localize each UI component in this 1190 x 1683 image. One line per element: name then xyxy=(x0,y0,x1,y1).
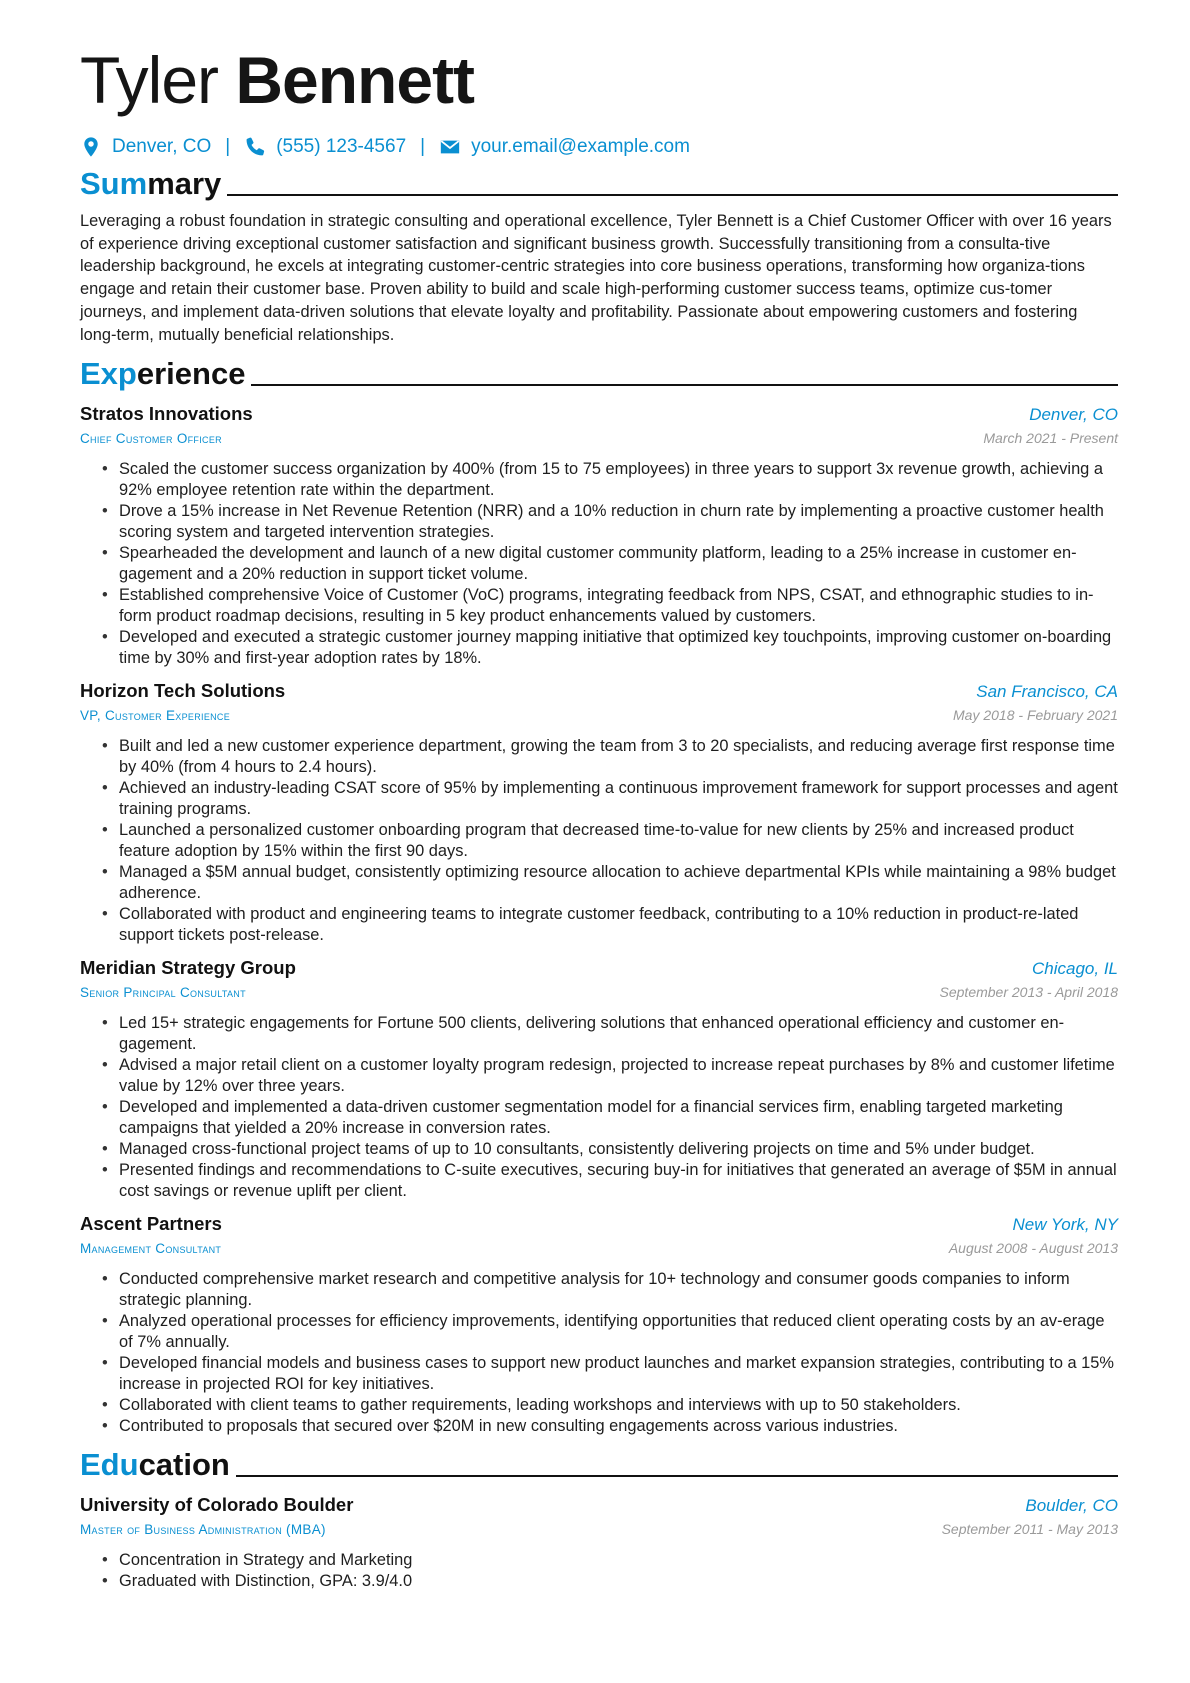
education-entry xyxy=(80,1493,1118,1592)
bullet-item: • Conducted comprehensive market research and competitive analysis for 10+ technology and consumer goods companies to inform strategic planning. xyxy=(102,1269,1118,1311)
company-name: Ascent Partners xyxy=(80,1213,222,1235)
company-name: Stratos Innovations xyxy=(80,403,253,425)
job-dates: September 2013 - April 2018 xyxy=(939,984,1118,1001)
bullet-item: • Analyzed operational processes for efficiency improvements, identifying opportunities that reduced client operating costs by an av-erage of 7% annually. xyxy=(102,1311,1118,1353)
bullet-item: • Advised a major retail client on a customer loyalty program redesign, projected to increase repeat purchases by 8% and customer lifetime value by 12% over three years. xyxy=(102,1055,1118,1097)
bullet-item: • Scaled the customer success organization by 400% (from 15 to 75 employees) in three years to support 3x revenue growth, achieving a 92% employee retention rate within the department. xyxy=(102,459,1118,501)
job-entry xyxy=(80,402,1118,669)
bullet-item: • Spearheaded the development and launch of a new digital customer community platform, leading to a 25% increase in customer en-gagement and a 20% reduction in support ticket volume. xyxy=(102,543,1118,585)
title-accent: Exp xyxy=(80,356,137,392)
job-dates: March 2021 - Present xyxy=(983,430,1118,447)
bullet-item: • Contributed to proposals that secured over $20M in new consulting engagements across various industries. xyxy=(102,1416,1118,1437)
job-location: San Francisco, CA xyxy=(976,682,1118,702)
map-pin-icon xyxy=(80,136,102,158)
candidate-name xyxy=(80,40,1118,120)
contact-email[interactable] xyxy=(439,136,690,158)
job-title: Management Consultant xyxy=(80,1241,222,1257)
first-name: Tyler xyxy=(80,43,219,117)
bullet-item: • Presented findings and recommendations to C-suite executives, securing buy-in for initiatives that generated an average of $5M in annual cost savings or revenue uplift per client. xyxy=(102,1160,1118,1202)
job-location: Denver, CO xyxy=(1029,405,1118,425)
bullet-item: • Launched a personalized customer onboarding program that decreased time-to-value for new clients by 25% and increased product feature adoption by 15% within the first 90 days. xyxy=(102,820,1118,862)
job-bullets xyxy=(80,1269,1118,1437)
bullet-item: • Drove a 15% increase in Net Revenue Retention (NRR) and a 10% reduction in churn rate by implementing a proactive customer health scoring system and targeted intervention strategies. xyxy=(102,501,1118,543)
contact-separator: | xyxy=(225,136,231,157)
section-title xyxy=(80,356,245,392)
bullet-item: • Concentration in Strategy and Marketing xyxy=(102,1550,1118,1571)
job-location: Chicago, IL xyxy=(1032,959,1118,979)
bullet-item: • Led 15+ strategic engagements for Fortune 500 clients, delivering solutions that enhanced operational efficiency and customer en-gagement. xyxy=(102,1013,1118,1055)
section-rule xyxy=(227,194,1118,196)
email-text: your.email@example.com xyxy=(471,136,690,157)
degree-name: Master of Business Administration (MBA) xyxy=(80,1522,326,1538)
last-name: Bennett xyxy=(235,43,475,117)
education-heading xyxy=(80,1447,1118,1483)
section-title xyxy=(80,166,221,202)
phone-text: (555) 123-4567 xyxy=(276,136,407,157)
contact-location xyxy=(80,136,211,158)
job-title: Senior Principal Consultant xyxy=(80,985,246,1001)
section-rule xyxy=(236,1475,1118,1477)
title-accent: Edu xyxy=(80,1447,139,1483)
contact-line xyxy=(80,134,1118,160)
education-dates: September 2011 - May 2013 xyxy=(941,1521,1118,1538)
location-text: Denver, CO xyxy=(112,136,212,157)
company-name: Meridian Strategy Group xyxy=(80,957,296,979)
job-entry xyxy=(80,1212,1118,1437)
job-bullets xyxy=(80,1013,1118,1202)
summary-text: Leveraging a robust foundation in strategic consulting and operational excellence, Tyler Bennett is a Chief Customer Officer with over 16 years of experience driving exceptional customer satisfaction and significant business growth. Successfully transitioning from a consulta-tive leadership background, he excels at integrating customer-centric strategies into core business operations, transforming how organiza-tions engage and retain their customer base. Proven ability to build and scale high-performing customer success teams, optimize cus-tomer journeys, and implement data-driven solutions that elevate loyalty and profitability. Passionate about empowering customers and fostering long-term, mutually beneficial relationships. xyxy=(80,212,1112,344)
contact-phone[interactable] xyxy=(244,136,406,158)
job-title: Chief Customer Officer xyxy=(80,431,222,447)
bullet-item: • Collaborated with product and engineering teams to integrate customer feedback, contributing to a 10% reduction in product-re-lated support tickets post-release. xyxy=(102,904,1118,946)
bullet-item: • Managed a $5M annual budget, consistently optimizing resource allocation to achieve departmental KPIs while maintaining a 98% budget adherence. xyxy=(102,862,1118,904)
school-location: Boulder, CO xyxy=(1025,1496,1118,1516)
summary-heading xyxy=(80,166,1118,202)
education-bullets xyxy=(80,1550,1118,1592)
bullet-item: • Managed cross-functional project teams of up to 10 consultants, consistently delivering projects on time and 5% under budget. xyxy=(102,1139,1118,1160)
title-accent: Sum xyxy=(80,166,148,201)
bullet-item: • Built and led a new customer experience department, growing the team from 3 to 20 specialists, and reducing average first response time by 40% (from 4 hours to 2.4 hours). xyxy=(102,736,1118,778)
company-name: Horizon Tech Solutions xyxy=(80,680,286,702)
job-dates: August 2008 - August 2013 xyxy=(948,1240,1118,1257)
section-rule xyxy=(251,384,1118,386)
bullet-item: • Established comprehensive Voice of Customer (VoC) programs, integrating feedback from NPS, CSAT, and ethnographic studies to in-form product roadmap decisions, resulting in 5 key product enhancements valued by customers. xyxy=(102,585,1118,627)
section-title xyxy=(80,1447,230,1483)
school-name: University of Colorado Boulder xyxy=(80,1494,354,1516)
bullet-item: • Achieved an industry-leading CSAT score of 95% by implementing a continuous improvement framework for support processes and agent training programs. xyxy=(102,778,1118,820)
phone-icon xyxy=(244,136,266,158)
bullet-item: • Developed and implemented a data-driven customer segmentation model for a financial services firm, enabling targeted marketing campaigns that yielded a 20% increase in conversion rates. xyxy=(102,1097,1118,1139)
bullet-item: • Graduated with Distinction, GPA: 3.9/4.0 xyxy=(102,1571,1118,1592)
envelope-icon xyxy=(439,136,461,158)
job-title: VP, Customer Experience xyxy=(80,708,231,724)
bullet-item: • Developed and executed a strategic customer journey mapping initiative that optimized key touchpoints, improving customer on-boarding time by 30% and first-year adoption rates by 18%. xyxy=(102,627,1118,669)
title-rest: cation xyxy=(138,1447,230,1483)
contact-separator: | xyxy=(420,136,426,157)
experience-heading xyxy=(80,356,1118,392)
job-bullets xyxy=(80,736,1118,946)
job-entry xyxy=(80,679,1118,946)
title-rest: mary xyxy=(147,166,222,201)
job-bullets xyxy=(80,459,1118,669)
title-rest: erience xyxy=(136,356,246,392)
job-dates: May 2018 - February 2021 xyxy=(953,707,1118,724)
job-location: New York, NY xyxy=(1012,1215,1118,1235)
bullet-item: • Collaborated with client teams to gather requirements, leading workshops and interviews with up to 50 stakeholders. xyxy=(102,1395,1118,1416)
job-entry xyxy=(80,956,1118,1202)
bullet-item: • Developed financial models and business cases to support new product launches and market expansion strategies, contributing to a 15% increase in projected ROI for key initiatives. xyxy=(102,1353,1118,1395)
